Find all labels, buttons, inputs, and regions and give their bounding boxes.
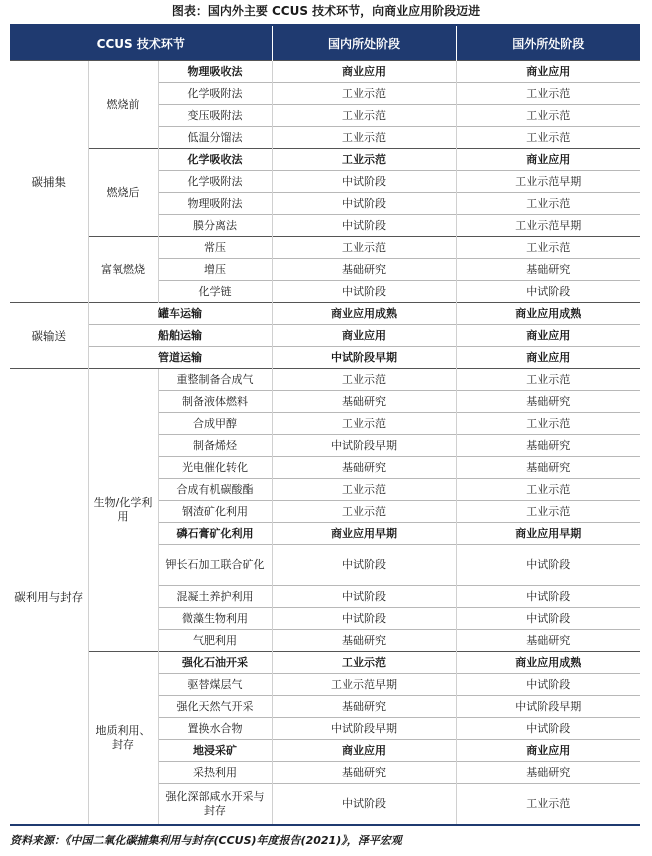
- domestic-stage-cell: 基础研究: [272, 457, 456, 479]
- tech-name-cell: 常压: [158, 237, 272, 259]
- foreign-stage-cell: 工业示范: [456, 237, 640, 259]
- header-domestic-stage: 国内所处阶段: [272, 25, 456, 61]
- domestic-stage-cell: 中试阶段: [272, 193, 456, 215]
- domestic-stage-cell: 工业示范: [272, 413, 456, 435]
- foreign-stage-cell: 商业应用成熟: [456, 652, 640, 674]
- tech-name-cell: 地浸采矿: [158, 740, 272, 762]
- domestic-stage-cell: 工业示范: [272, 369, 456, 391]
- group-capture: 碳捕集: [10, 61, 88, 303]
- foreign-stage-cell: 工业示范: [456, 105, 640, 127]
- foreign-stage-cell: 工业示范: [456, 413, 640, 435]
- foreign-stage-cell: 基础研究: [456, 457, 640, 479]
- table-row: [10, 149, 640, 171]
- foreign-stage-cell: 中试阶段: [456, 586, 640, 608]
- foreign-stage-cell: 商业应用: [456, 325, 640, 347]
- subgroup-postcombustion: 燃烧后: [88, 149, 158, 237]
- tech-name-cell: 光电催化转化: [158, 457, 272, 479]
- table-row: [10, 325, 640, 347]
- domestic-stage-cell: 中试阶段: [272, 784, 456, 826]
- tech-name-cell: 物理吸收法: [158, 61, 272, 83]
- domestic-stage-cell: 工业示范: [272, 127, 456, 149]
- domestic-stage-cell: 工业示范: [272, 479, 456, 501]
- table-row: [10, 347, 640, 369]
- foreign-stage-cell: 中试阶段: [456, 281, 640, 303]
- tech-name-cell: 强化深部咸水开采与封存: [158, 784, 272, 826]
- foreign-stage-cell: 工业示范: [456, 127, 640, 149]
- ccus-stage-table: [10, 24, 640, 826]
- domestic-stage-cell: 中试阶段: [272, 171, 456, 193]
- foreign-stage-cell: 中试阶段: [456, 674, 640, 696]
- foreign-stage-cell: 基础研究: [456, 259, 640, 281]
- domestic-stage-cell: 工业示范: [272, 237, 456, 259]
- tech-name-cell: 制备烯烃: [158, 435, 272, 457]
- foreign-stage-cell: 商业应用: [456, 740, 640, 762]
- table-caption: 图表：国内外主要 CCUS 技术环节，向商业应用阶段迈进: [171, 4, 481, 18]
- foreign-stage-cell: 商业应用: [456, 149, 640, 171]
- tech-name-cell: 化学吸附法: [158, 83, 272, 105]
- foreign-stage-cell: 商业应用: [456, 61, 640, 83]
- subgroup-biochem: 生物/化学利用: [88, 369, 158, 652]
- domestic-stage-cell: 工业示范: [272, 149, 456, 171]
- domestic-stage-cell: 中试阶段早期: [272, 435, 456, 457]
- tech-name-cell: 强化天然气开采: [158, 696, 272, 718]
- domestic-stage-cell: 工业示范: [272, 652, 456, 674]
- domestic-stage-cell: 商业应用成熟: [272, 303, 456, 325]
- tech-name-cell: 增压: [158, 259, 272, 281]
- foreign-stage-cell: 商业应用早期: [456, 523, 640, 545]
- table-row: [10, 652, 640, 674]
- domestic-stage-cell: 中试阶段: [272, 545, 456, 586]
- table-row: [10, 237, 640, 259]
- foreign-stage-cell: 基础研究: [456, 435, 640, 457]
- tech-name-cell: 合成甲醇: [158, 413, 272, 435]
- domestic-stage-cell: 基础研究: [272, 762, 456, 784]
- source-note: 资料来源：《中国二氧化碳捕集利用与封存(CCUS)年度报告(2021)》，泽平宏观: [10, 834, 402, 847]
- foreign-stage-cell: 工业示范早期: [456, 215, 640, 237]
- subgroup-precombustion: 燃烧前: [88, 61, 158, 149]
- domestic-stage-cell: 中试阶段: [272, 281, 456, 303]
- foreign-stage-cell: 中试阶段: [456, 545, 640, 586]
- domestic-stage-cell: 工业示范早期: [272, 674, 456, 696]
- table-body: [10, 61, 640, 826]
- tech-name-cell: 钾长石加工联合矿化: [158, 545, 272, 586]
- foreign-stage-cell: 工业示范: [456, 784, 640, 826]
- foreign-stage-cell: 工业示范: [456, 369, 640, 391]
- tech-name-cell: 物理吸附法: [158, 193, 272, 215]
- domestic-stage-cell: 基础研究: [272, 259, 456, 281]
- domestic-stage-cell: 基础研究: [272, 630, 456, 652]
- header-foreign-stage: 国外所处阶段: [456, 25, 640, 61]
- domestic-stage-cell: 中试阶段: [272, 215, 456, 237]
- tech-name-cell: 驱替煤层气: [158, 674, 272, 696]
- foreign-stage-cell: 工业示范: [456, 479, 640, 501]
- subgroup-oxyfuel: 富氧燃烧: [88, 237, 158, 303]
- tech-name-cell: 强化石油开采: [158, 652, 272, 674]
- tech-name-cell: 重整制备合成气: [158, 369, 272, 391]
- group-transport: 碳输送: [10, 303, 88, 369]
- foreign-stage-cell: 中试阶段: [456, 608, 640, 630]
- tech-name-cell: 微藻生物利用: [158, 608, 272, 630]
- tech-name-cell: 变压吸附法: [158, 105, 272, 127]
- foreign-stage-cell: 商业应用: [456, 347, 640, 369]
- table-row: [10, 369, 640, 391]
- domestic-stage-cell: 工业示范: [272, 501, 456, 523]
- domestic-stage-cell: 中试阶段: [272, 586, 456, 608]
- tech-name-cell: 低温分馏法: [158, 127, 272, 149]
- header-ccus-stage: CCUS 技术环节: [10, 25, 272, 61]
- tech-name-cell: 采热利用: [158, 762, 272, 784]
- foreign-stage-cell: 商业应用成熟: [456, 303, 640, 325]
- domestic-stage-cell: 工业示范: [272, 83, 456, 105]
- tech-name-cell: 钢渣矿化利用: [158, 501, 272, 523]
- tech-name-cell: 化学链: [158, 281, 272, 303]
- domestic-stage-cell: 商业应用: [272, 740, 456, 762]
- tech-name-cell: 混凝土养护利用: [158, 586, 272, 608]
- tech-name-cell: 化学吸附法: [158, 171, 272, 193]
- tech-name-cell: 气肥利用: [158, 630, 272, 652]
- tech-name-cell: 化学吸收法: [158, 149, 272, 171]
- tech-name-cell: 罐车运输: [88, 303, 272, 325]
- foreign-stage-cell: 基础研究: [456, 630, 640, 652]
- foreign-stage-cell: 工业示范: [456, 193, 640, 215]
- tech-name-cell: 合成有机碳酸酯: [158, 479, 272, 501]
- foreign-stage-cell: 工业示范: [456, 83, 640, 105]
- domestic-stage-cell: 商业应用早期: [272, 523, 456, 545]
- domestic-stage-cell: 基础研究: [272, 391, 456, 413]
- domestic-stage-cell: 商业应用: [272, 325, 456, 347]
- table-row: [10, 61, 640, 83]
- tech-name-cell: 膜分离法: [158, 215, 272, 237]
- foreign-stage-cell: 工业示范: [456, 501, 640, 523]
- domestic-stage-cell: 商业应用: [272, 61, 456, 83]
- subgroup-geo: 地质利用、封存: [88, 652, 158, 826]
- foreign-stage-cell: 中试阶段: [456, 718, 640, 740]
- table-header-row: [10, 25, 640, 61]
- domestic-stage-cell: 工业示范: [272, 105, 456, 127]
- domestic-stage-cell: 中试阶段早期: [272, 718, 456, 740]
- foreign-stage-cell: 基础研究: [456, 391, 640, 413]
- tech-name-cell: 船舶运输: [88, 325, 272, 347]
- foreign-stage-cell: 工业示范早期: [456, 171, 640, 193]
- foreign-stage-cell: 中试阶段早期: [456, 696, 640, 718]
- foreign-stage-cell: 基础研究: [456, 762, 640, 784]
- group-utilization: 碳利用与封存: [10, 369, 88, 826]
- domestic-stage-cell: 中试阶段早期: [272, 347, 456, 369]
- tech-name-cell: 磷石膏矿化利用: [158, 523, 272, 545]
- tech-name-cell: 制备液体燃料: [158, 391, 272, 413]
- tech-name-cell: 置换水合物: [158, 718, 272, 740]
- domestic-stage-cell: 中试阶段: [272, 608, 456, 630]
- tech-name-cell: 管道运输: [88, 347, 272, 369]
- domestic-stage-cell: 基础研究: [272, 696, 456, 718]
- table-row: [10, 303, 640, 325]
